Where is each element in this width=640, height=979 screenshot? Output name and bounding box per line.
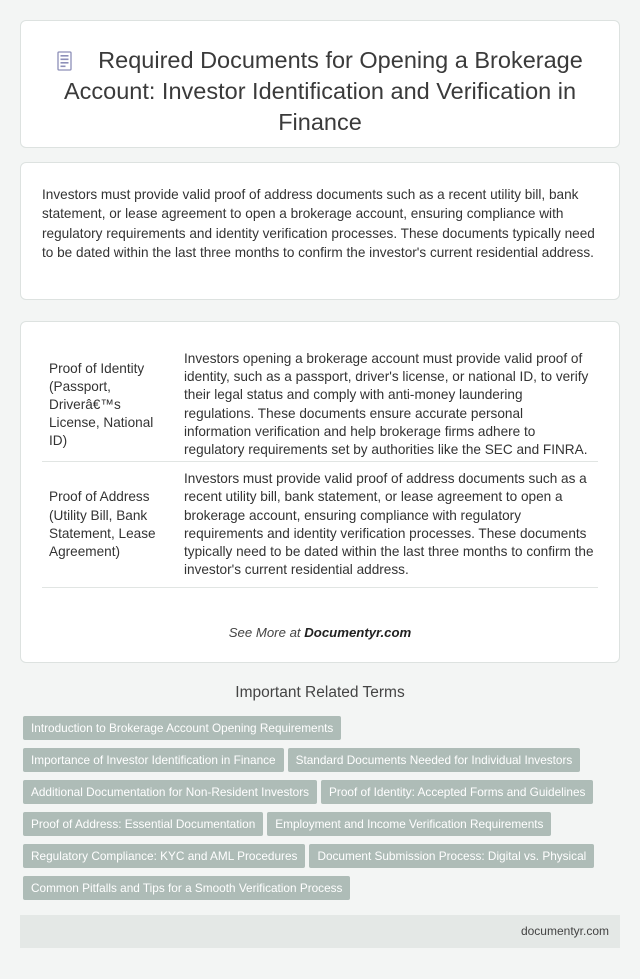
row-description: Investors must provide valid proof of address documents such as a recent utility bill, bank statement, or lease agreement to open a brokerage account, ensuring compliance with regulatory requirements and identity verification processes. These documents typically need to be dated within the last three months to confirm the investor's current residential address. <box>176 462 598 588</box>
row-description: Investors opening a brokerage account must provide valid proof of identity, such as a passport, driver's license, or national ID, to verify their legal status and comply with anti-money laundering regulations. These documents ensure accurate personal information verification and help brokerage firms adhere to regulatory requirements set by authorities like the SEC and FINRA. <box>176 349 598 462</box>
related-term-tag[interactable]: Regulatory Compliance: KYC and AML Procedures <box>23 844 305 868</box>
summary-text: Investors must provide valid proof of address documents such as a recent utility bill, bank statement, or lease agreement to open a brokerage account, ensuring compliance with regulatory requirements and identity verification processes. These documents typically need to be dated within the last three months to confirm the investor's current residential address. <box>42 187 595 261</box>
documents-table <box>42 349 598 588</box>
related-terms-list <box>23 716 623 908</box>
related-term-tag[interactable]: Proof of Identity: Accepted Forms and Guidelines <box>321 780 593 804</box>
see-more-site[interactable]: Documentyr.com <box>304 625 412 640</box>
summary-card <box>20 162 620 300</box>
related-term-tag[interactable]: Introduction to Brokerage Account Opening Requirements <box>23 716 341 740</box>
table-row <box>42 462 598 588</box>
related-term-tag[interactable]: Document Submission Process: Digital vs. Physical <box>309 844 594 868</box>
page-title <box>51 45 589 138</box>
table-row <box>42 349 598 462</box>
title-card <box>20 20 620 148</box>
related-term-tag[interactable]: Standard Documents Needed for Individual Investors <box>288 748 581 772</box>
see-more-link[interactable] <box>21 625 619 640</box>
document-icon <box>57 48 72 68</box>
related-term-tag[interactable]: Additional Documentation for Non-Resident Investors <box>23 780 317 804</box>
documents-table-card <box>20 321 620 663</box>
related-terms-heading: Important Related Terms <box>235 684 405 701</box>
related-term-tag[interactable]: Proof of Address: Essential Documentation <box>23 812 263 836</box>
related-term-tag[interactable]: Importance of Investor Identification in Finance <box>23 748 284 772</box>
related-term-tag[interactable]: Common Pitfalls and Tips for a Smooth Verification Process <box>23 876 350 900</box>
see-more-prefix: See More at <box>228 625 301 640</box>
row-label: Proof of Address (Utility Bill, Bank Statement, Lease Agreement) <box>42 462 176 588</box>
related-term-tag[interactable]: Employment and Income Verification Requirements <box>267 812 551 836</box>
footer-site-link[interactable]: documentyr.com <box>520 924 609 938</box>
row-label: Proof of Identity (Passport, Driverâ€™s License, National ID) <box>42 349 176 462</box>
page-title-text: Required Documents for Opening a Brokerage Account: Investor Identification and Verification in Finance <box>63 47 583 135</box>
footer <box>20 915 620 948</box>
